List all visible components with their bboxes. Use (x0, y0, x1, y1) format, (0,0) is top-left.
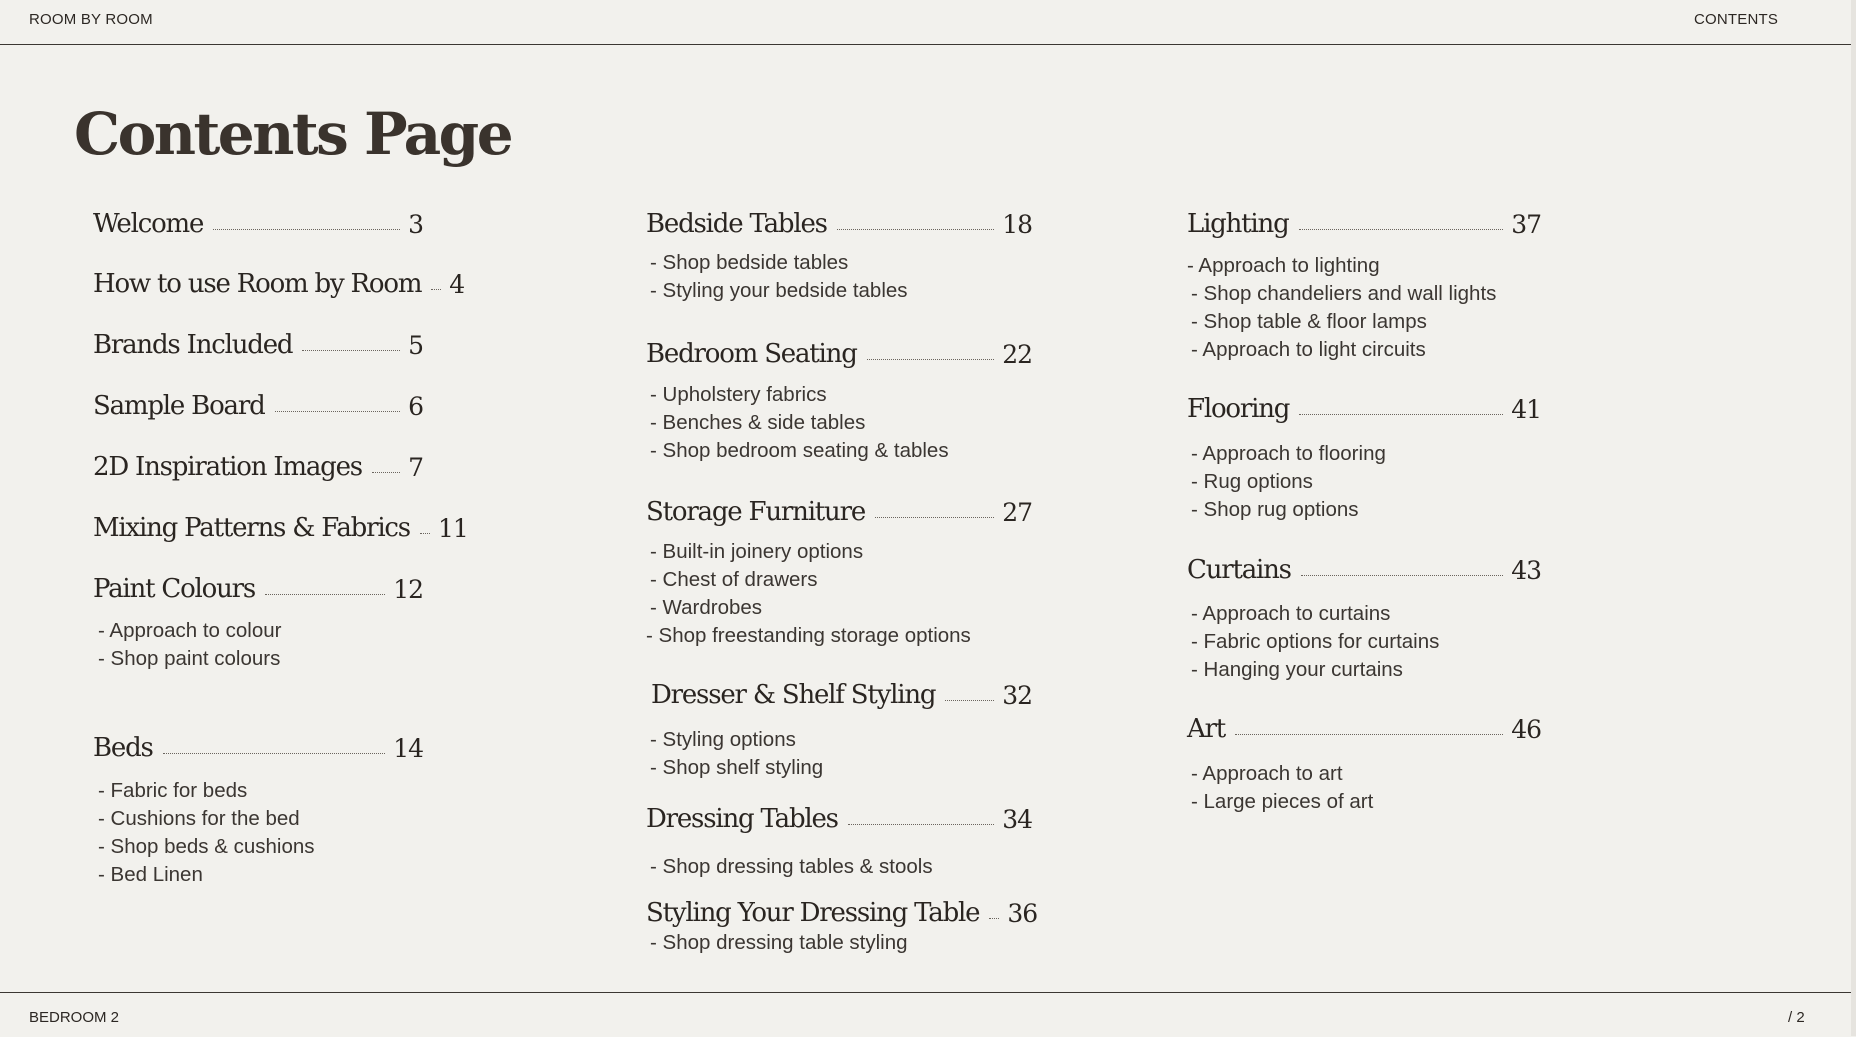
toc-entry-page: 41 (1511, 395, 1541, 424)
toc-entry-title: Dresser & Shelf Styling (651, 680, 936, 710)
toc-subitem[interactable]: - Shop rug options (1191, 498, 1359, 521)
toc-entry-sample-board[interactable] (93, 387, 423, 421)
toc-subitems (650, 929, 908, 957)
leader-dots (848, 824, 994, 825)
toc-entry-page: 7 (408, 453, 423, 482)
toc-entry-title: Mixing Patterns & Fabrics (93, 513, 410, 543)
toc-entry-welcome[interactable] (93, 205, 423, 239)
toc-subitems (1191, 760, 1373, 816)
brand-label: ROOM BY ROOM (29, 11, 153, 28)
toc-entry-title: Beds (93, 733, 153, 763)
toc-subitem[interactable]: - Approach to flooring (1191, 442, 1386, 465)
toc-subitem[interactable]: - Benches & side tables (650, 411, 866, 434)
toc-entry-patterns[interactable] (93, 509, 468, 543)
bottom-bar (0, 992, 1851, 1037)
toc-subitems (646, 538, 971, 650)
toc-entry-title: Welcome (93, 209, 204, 239)
toc-entry-curtains[interactable] (1187, 551, 1541, 585)
toc-subitem[interactable]: - Shop freestanding storage options (646, 624, 971, 647)
toc-entry-page: 34 (1002, 805, 1032, 834)
toc-entry-brands[interactable] (93, 326, 423, 360)
toc-entry-art[interactable] (1187, 710, 1541, 744)
toc-entry-title: 2D Inspiration Images (93, 452, 362, 482)
top-bar (0, 0, 1851, 45)
toc-entry-title: Bedroom Seating (646, 339, 857, 369)
toc-subitem[interactable]: - Large pieces of art (1191, 790, 1374, 813)
toc-subitem[interactable]: - Styling your bedside tables (650, 279, 908, 302)
toc-entry-title: How to use Room by Room (93, 269, 422, 299)
toc-entry-inspiration[interactable] (93, 448, 423, 482)
toc-entry-title: Bedside Tables (646, 209, 827, 239)
toc-entry-page: 3 (408, 210, 423, 239)
leader-dots (837, 229, 994, 230)
toc-entry-page: 18 (1002, 210, 1032, 239)
toc-subitems (650, 853, 933, 881)
leader-dots (1301, 575, 1503, 576)
toc-entry-title: Lighting (1187, 209, 1289, 239)
toc-subitems (1191, 600, 1439, 684)
toc-entry-page: 32 (1002, 681, 1032, 710)
toc-entry-title: Flooring (1187, 394, 1290, 424)
toc-subitem[interactable]: - Shop dressing table styling (650, 931, 908, 954)
page-number: / 2 (1788, 1009, 1805, 1026)
room-label: BEDROOM 2 (29, 1009, 120, 1026)
toc-subitem[interactable]: - Rug options (1191, 470, 1313, 493)
toc-subitem[interactable]: - Approach to lighting (1187, 254, 1380, 277)
leader-dots (213, 229, 400, 230)
toc-subitem[interactable]: - Shop chandeliers and wall lights (1191, 282, 1497, 305)
toc-subitem[interactable]: - Upholstery fabrics (650, 383, 827, 406)
leader-dots (875, 517, 994, 518)
toc-entry-page: 36 (1007, 899, 1038, 928)
toc-entry-page: 46 (1511, 715, 1541, 744)
leader-dots (420, 533, 430, 534)
toc-subitem[interactable]: - Shop table & floor lamps (1191, 310, 1427, 333)
toc-subitem[interactable]: - Shop dressing tables & stools (650, 855, 933, 878)
toc-subitems (1187, 252, 1496, 364)
leader-dots (1235, 734, 1503, 735)
toc-subitems (650, 249, 908, 305)
toc-subitems (1191, 440, 1386, 524)
toc-subitems (650, 726, 823, 782)
leader-dots (867, 359, 995, 360)
toc-entry-dressing-tables[interactable] (646, 800, 1032, 834)
toc-entry-title: Brands Included (93, 330, 293, 360)
toc-entry-page: 6 (408, 392, 423, 421)
toc-subitem[interactable]: - Chest of drawers (650, 568, 818, 591)
toc-subitem[interactable]: - Hanging your curtains (1191, 658, 1403, 681)
toc-subitem[interactable]: - Shop bedside tables (650, 251, 849, 274)
toc-entry-page: 37 (1511, 210, 1541, 239)
toc-entry-bedside[interactable] (646, 205, 1032, 239)
toc-entry-title: Curtains (1187, 555, 1291, 585)
toc-subitem[interactable]: - Shop beds & cushions (98, 835, 315, 858)
toc-subitem[interactable]: - Approach to art (1191, 762, 1343, 785)
toc-entry-title: Styling Your Dressing Table (646, 898, 980, 928)
toc-entry-title: Paint Colours (93, 574, 256, 604)
toc-entry-flooring[interactable] (1187, 390, 1541, 424)
leader-dots (945, 700, 994, 701)
toc-subitem[interactable]: - Approach to curtains (1191, 602, 1391, 625)
toc-subitem[interactable]: - Approach to light circuits (1191, 338, 1426, 361)
toc-entry-title: Storage Furniture (646, 497, 866, 527)
toc-subitem[interactable]: - Styling options (650, 728, 796, 751)
leader-dots (1299, 414, 1503, 415)
toc-subitems (98, 617, 281, 673)
page-title: Contents Page (74, 100, 512, 168)
toc-entry-styling-dressing[interactable] (646, 894, 1038, 928)
toc-subitem[interactable]: - Approach to colour (98, 619, 282, 642)
toc-entry-page: 22 (1002, 340, 1032, 369)
toc-entry-page: 5 (408, 331, 423, 360)
toc-entry-beds[interactable] (93, 729, 423, 763)
toc-subitem[interactable]: - Shop shelf styling (650, 756, 824, 779)
toc-entry-lighting[interactable] (1187, 205, 1541, 239)
section-label: CONTENTS (1694, 11, 1779, 28)
toc-entry-dresser[interactable] (651, 676, 1032, 710)
toc-subitem[interactable]: - Fabric for beds (98, 779, 248, 802)
leader-dots (163, 753, 386, 754)
toc-entry-page: 14 (393, 734, 423, 763)
toc-entry-page: 11 (437, 514, 468, 543)
toc-entry-page: 27 (1002, 498, 1032, 527)
toc-entry-page: 4 (449, 270, 465, 299)
page-edge (1851, 0, 1856, 1036)
toc-subitems (98, 777, 315, 889)
leader-dots (1299, 229, 1504, 230)
toc-entry-page: 43 (1511, 556, 1541, 585)
toc-subitem[interactable]: - Fabric options for curtains (1191, 630, 1440, 653)
toc-subitem[interactable]: - Built-in joinery options (650, 540, 864, 563)
leader-dots (431, 289, 441, 290)
toc-entry-title: Sample Board (93, 391, 265, 421)
toc-subitem[interactable]: - Cushions for the bed (98, 807, 300, 830)
toc-entry-how-to-use[interactable] (93, 265, 465, 299)
leader-dots (302, 350, 400, 351)
toc-subitem[interactable]: - Bed Linen (98, 863, 203, 886)
toc-entry-title: Dressing Tables (646, 804, 838, 834)
toc-entry-seating[interactable] (646, 335, 1032, 369)
toc-subitem[interactable]: - Shop bedroom seating & tables (650, 439, 949, 462)
toc-entry-paint[interactable] (93, 570, 423, 604)
toc-subitem[interactable]: - Shop paint colours (98, 647, 281, 670)
leader-dots (265, 594, 385, 595)
leader-dots (372, 472, 400, 473)
toc-entry-storage[interactable] (646, 493, 1032, 527)
leader-dots (275, 411, 401, 412)
toc-subitem[interactable]: - Wardrobes (650, 596, 763, 619)
leader-dots (989, 918, 999, 919)
toc-subitems (650, 381, 949, 465)
toc-entry-page: 12 (393, 575, 423, 604)
toc-entry-title: Art (1187, 714, 1226, 744)
